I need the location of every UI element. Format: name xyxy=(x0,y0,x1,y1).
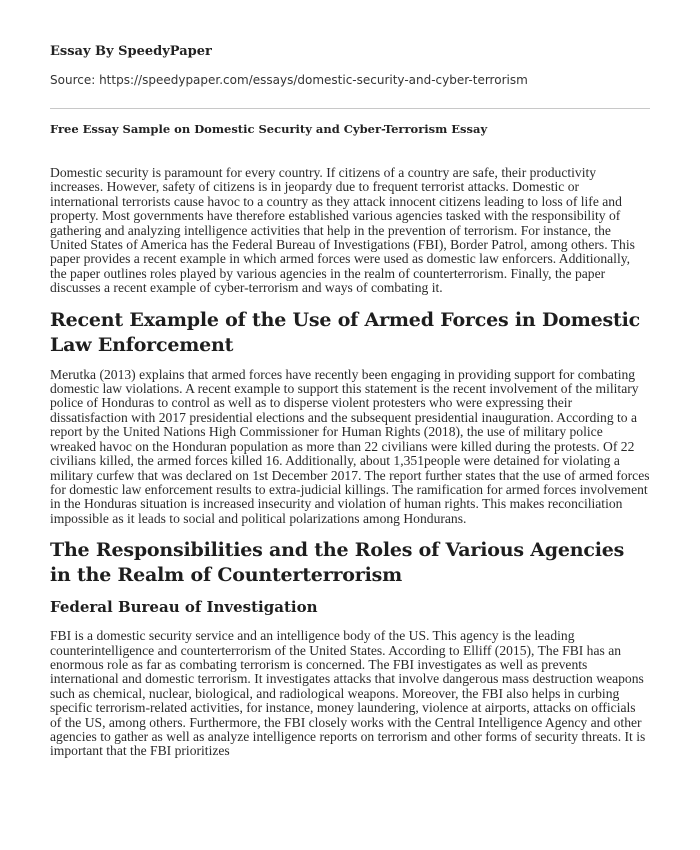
header-divider xyxy=(50,108,650,109)
armed-forces-paragraph: Merutka (2013) explains that armed forces have recently been engaging in providing support for combating domestic law violations. A recent example to support this statement is the recent involvement of the military police of Honduras to control as well as to disperse violent protesters who were expressing their dissatisfaction with 2017 presidential elections and the subsequent presidential inauguration. According to a report by the United Nations High Commissioner for Human Rights (2018), the use of military police wreaked havoc on the Honduran population as more than 22 civilians were killed during the protests. Of 22 civilians killed, the armed forces killed 16. Additionally, about 1,351people were detained for violating a military curfew that was declared on 1st December 2017. The report further states that the use of armed forces for domestic law enforcement results to extra-judicial killings. The ramification for armed forces involvement in the Honduras situation is increased insecurity and violation of human rights. This makes reconciliation impossible as it leads to social and political polarizations among Hondurans. xyxy=(50,366,650,526)
essay-body xyxy=(50,166,650,759)
fbi-paragraph: FBI is a domestic security service and an intelligence body of the US. This agency is the leading counterintelligence and counterterrorism of the United States. According to Elliff (2015), The FBI has an enormous role as far as combating terrorism is concerned. The FBI investigates as well as prevents international and domestic terrorism. It investigates attacks that involve dangerous mass destruction weapons such as chemical, nuclear, biological, and radiological weapons. Moreover, the FBI also helps in curbing specific terrorism-related activities, for instance, money laundering, violence at airports, attacks on officials of the US, among others. Furthermore, the FBI closely works with the Central Intelligence Agency and other agencies to gather as well as analyze intelligence reports on terrorism and other forms of security threats. It is important that the FBI prioritizes xyxy=(50,628,646,759)
site-brand: Essay By SpeedyPaper xyxy=(50,44,212,59)
section-heading-agencies: The Responsibilities and the Roles of Various Agencies in the Realm of Counterterrorism xyxy=(50,539,625,587)
source-url[interactable]: Source: https://speedypaper.com/essays/domestic-security-and-cyber-terrorism xyxy=(50,73,528,87)
section-heading-armed-forces: Recent Example of the Use of Armed Forces in Domestic Law Enforcement xyxy=(50,308,640,356)
intro-paragraph: Domestic security is paramount for every country. If citizens of a country are safe, their productivity increases. However, safety of citizens is in jeopardy due to frequent terrorist attacks. Domestic or international terrorists cause havoc to a country as they attack innocent citizens leading to loss of life and property. Most governments have therefore established various agencies tasked with the responsibility of gathering and analyzing intelligence activities that help in the prevention of terrorism. For instance, the United States of America has the Federal Bureau of Investigations (FBI), Border Patrol, among others. This paper provides a recent example in which armed forces were used as domestic law enforcers. Additionally, the paper outlines roles played by various agencies in the realm of counterterrorism. Finally, the paper discusses a recent example of cyber-terrorism and ways of combating it. xyxy=(50,165,635,296)
subheading-fbi: Federal Bureau of Investigation xyxy=(50,598,318,617)
document-title: Free Essay Sample on Domestic Security and Cyber-Terrorism Essay xyxy=(50,122,488,136)
